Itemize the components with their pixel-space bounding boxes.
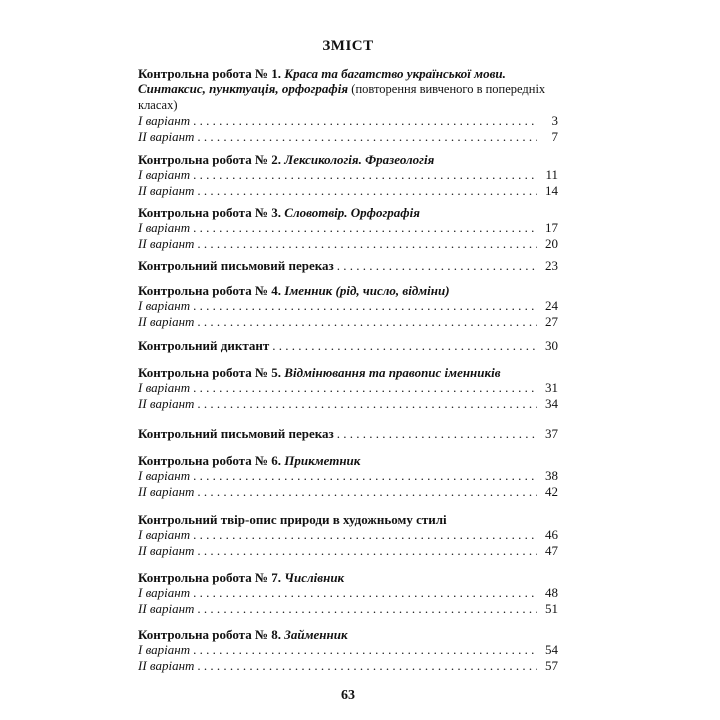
toc-heading-topic: Лексикологія. Фразеологія <box>284 152 435 167</box>
toc-heading <box>138 627 558 642</box>
dot-leader <box>197 658 537 674</box>
page-ref: 38 <box>545 468 558 483</box>
page-ref: 23 <box>545 258 558 273</box>
toc-row <box>138 658 558 674</box>
page-ref: 20 <box>545 236 558 251</box>
toc-heading-topic: Числівник <box>284 570 345 585</box>
variant-label: ІІ варіант <box>138 183 195 198</box>
page-ref: 42 <box>545 484 558 499</box>
toc-row <box>138 338 558 354</box>
variant-label: ІІ варіант <box>138 129 195 144</box>
toc-heading-prefix: Контрольна робота № 5. <box>138 365 282 380</box>
page-ref: 51 <box>545 601 558 616</box>
toc-row <box>138 601 558 617</box>
page-ref: 14 <box>545 183 558 198</box>
toc-row <box>138 380 558 396</box>
toc-heading <box>138 152 558 167</box>
toc-heading-text: Контрольний твір-опис природи в художньому стилі <box>138 512 447 527</box>
dot-leader <box>272 338 537 354</box>
toc-heading-topic: Іменник (рід, число, відміни) <box>284 283 450 298</box>
dot-leader <box>197 484 537 500</box>
toc-heading-topic: Займенник <box>284 627 348 642</box>
variant-label: ІІ варіант <box>138 658 195 673</box>
variant-label: І варіант <box>138 585 191 600</box>
page-title: ЗМІСТ <box>322 38 374 54</box>
toc-heading-prefix: Контрольна робота № 6. <box>138 453 282 468</box>
page-ref: 24 <box>545 298 558 313</box>
toc-heading <box>138 365 558 380</box>
toc-heading-topic: Прикметник <box>284 453 361 468</box>
toc-row <box>138 167 558 183</box>
dot-leader <box>193 298 537 314</box>
dot-leader <box>193 642 537 658</box>
variant-label: ІІ варіант <box>138 236 195 251</box>
page-ref: 34 <box>545 396 558 411</box>
page-ref: 37 <box>545 426 558 441</box>
toc-entry-1 <box>138 66 558 145</box>
toc-row <box>138 113 558 129</box>
dot-leader <box>337 258 537 274</box>
toc-row <box>138 220 558 236</box>
toc-entry-10 <box>138 512 558 559</box>
variant-label: ІІ варіант <box>138 396 195 411</box>
dot-leader <box>197 396 537 412</box>
dot-leader <box>193 167 537 183</box>
toc-heading-prefix: Контрольна робота № 1. <box>138 66 282 81</box>
page-ref: 31 <box>545 380 558 395</box>
page-ref: 27 <box>545 314 558 329</box>
toc-heading <box>138 512 558 527</box>
page-ref: 7 <box>551 129 558 144</box>
toc-entry-8 <box>138 426 558 442</box>
entry-label: Контрольний диктант <box>138 338 270 353</box>
toc-row <box>138 484 558 500</box>
toc-heading-note: (повторення вивченого в попередніх класах) <box>138 82 546 112</box>
variant-label: І варіант <box>138 468 191 483</box>
dot-leader <box>197 314 537 330</box>
toc-heading <box>138 283 558 298</box>
toc-row <box>138 396 558 412</box>
toc-heading-topic: Словотвір. Орфографія <box>284 205 420 220</box>
dot-leader <box>197 183 537 199</box>
variant-label: І варіант <box>138 527 191 542</box>
toc-row <box>138 236 558 252</box>
toc-heading <box>138 453 558 468</box>
toc-entry-3 <box>138 205 558 252</box>
toc-entry-2 <box>138 152 558 199</box>
variant-label: І варіант <box>138 167 191 182</box>
toc-heading <box>138 205 558 220</box>
toc-row <box>138 585 558 601</box>
toc-heading-prefix: Контрольна робота № 4. <box>138 283 282 298</box>
variant-label: І варіант <box>138 298 191 313</box>
page-ref: 48 <box>545 585 558 600</box>
toc-row <box>138 642 558 658</box>
toc-row <box>138 298 558 314</box>
variant-label: ІІ варіант <box>138 543 195 558</box>
toc-heading <box>138 570 558 585</box>
dot-leader <box>193 585 537 601</box>
dot-leader <box>193 113 537 129</box>
toc-entry-6 <box>138 338 558 354</box>
toc-row <box>138 468 558 484</box>
toc-row <box>138 314 558 330</box>
page-ref: 46 <box>545 527 558 542</box>
page-ref: 54 <box>545 642 558 657</box>
variant-label: ІІ варіант <box>138 314 195 329</box>
toc-heading-prefix: Контрольна робота № 3. <box>138 205 282 220</box>
toc-row <box>138 543 558 559</box>
variant-label: ІІ варіант <box>138 484 195 499</box>
toc-heading-topic: Краса та багатство української мови. Синтаксис, пунктуація, орфографія <box>138 66 506 96</box>
dot-leader <box>337 426 537 442</box>
variant-label: І варіант <box>138 113 191 128</box>
toc-heading-prefix: Контрольна робота № 8. <box>138 627 282 642</box>
dot-leader <box>193 220 537 236</box>
toc-row <box>138 527 558 543</box>
page-ref: 11 <box>545 167 558 182</box>
variant-label: І варіант <box>138 220 191 235</box>
dot-leader <box>193 380 537 396</box>
toc-entry-9 <box>138 453 558 500</box>
page-ref: 57 <box>545 658 558 673</box>
toc-entry-12 <box>138 627 558 674</box>
dot-leader <box>193 527 537 543</box>
toc-row <box>138 183 558 199</box>
toc-row <box>138 426 558 442</box>
page-number: 63 <box>341 688 355 703</box>
toc-heading-prefix: Контрольна робота № 7. <box>138 570 282 585</box>
page-ref: 30 <box>545 338 558 353</box>
variant-label: І варіант <box>138 380 191 395</box>
dot-leader <box>197 543 537 559</box>
page-ref: 47 <box>545 543 558 558</box>
variant-label: І варіант <box>138 642 191 657</box>
toc-heading <box>138 66 558 113</box>
entry-label: Контрольний письмовий переказ <box>138 426 334 441</box>
toc-row <box>138 258 558 274</box>
toc-heading-prefix: Контрольна робота № 2. <box>138 152 282 167</box>
variant-label: ІІ варіант <box>138 601 195 616</box>
dot-leader <box>193 468 537 484</box>
toc-entry-5 <box>138 283 558 330</box>
dot-leader <box>197 129 537 145</box>
dot-leader <box>197 601 537 617</box>
toc-entry-11 <box>138 570 558 617</box>
toc-heading-topic: Відмінювання та правопис іменників <box>284 365 501 380</box>
toc-entry-7 <box>138 365 558 412</box>
page-ref: 3 <box>551 113 558 128</box>
toc-row <box>138 129 558 145</box>
page-ref: 17 <box>545 220 558 235</box>
entry-label: Контрольний письмовий переказ <box>138 258 334 273</box>
dot-leader <box>197 236 537 252</box>
toc-entry-4 <box>138 258 558 274</box>
